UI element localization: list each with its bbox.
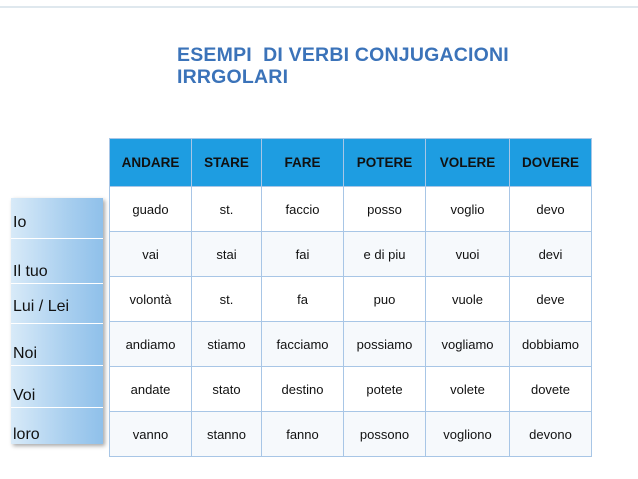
table-row	[110, 322, 592, 367]
table-cell: stato	[192, 367, 262, 412]
pronoun-il-tuo: Il tuo	[11, 238, 103, 283]
table-cell: devi	[510, 232, 592, 277]
pronoun-loro: loro	[11, 407, 103, 444]
table-cell: potete	[344, 367, 426, 412]
header-volere: VOLERE	[426, 139, 510, 187]
table-cell: devono	[510, 412, 592, 457]
header-potere: POTERE	[344, 139, 426, 187]
header-andare: ANDARE	[110, 139, 192, 187]
table-row	[110, 187, 592, 232]
pronoun-io: Io	[13, 214, 27, 231]
table-row	[110, 277, 592, 322]
table-cell: posso	[344, 187, 426, 232]
table-cell: volete	[426, 367, 510, 412]
table-cell: dovete	[510, 367, 592, 412]
header-fare: FARE	[262, 139, 344, 187]
table-cell: vanno	[110, 412, 192, 457]
table-cell: st.	[192, 187, 262, 232]
top-divider	[0, 6, 638, 8]
table-cell: possono	[344, 412, 426, 457]
table-cell: facciamo	[262, 322, 344, 367]
pronoun-lui-lei: Lui / Lei	[11, 283, 103, 323]
table-cell: e di piu	[344, 232, 426, 277]
table-cell: volontà	[110, 277, 192, 322]
slide-title	[177, 44, 597, 88]
table-cell: destino	[262, 367, 344, 412]
table-cell: vogliono	[426, 412, 510, 457]
table-cell: andiamo	[110, 322, 192, 367]
table-row	[110, 367, 592, 412]
table-cell: puo	[344, 277, 426, 322]
table-cell: fa	[262, 277, 344, 322]
table-cell: vogliamo	[426, 322, 510, 367]
table-cell: devo	[510, 187, 592, 232]
pronoun-column	[11, 198, 103, 444]
table-cell: possiamo	[344, 322, 426, 367]
table-cell: dobbiamo	[510, 322, 592, 367]
table-cell: deve	[510, 277, 592, 322]
table-cell: andate	[110, 367, 192, 412]
table-row	[110, 232, 592, 277]
table-cell: vuoi	[426, 232, 510, 277]
verb-conjugation-table	[109, 138, 592, 457]
title-line-1: ESEMPI DI VERBI CONJUGACIONI	[177, 44, 509, 66]
table-cell: stanno	[192, 412, 262, 457]
table-cell: voglio	[426, 187, 510, 232]
table-cell: st.	[192, 277, 262, 322]
table-cell: fai	[262, 232, 344, 277]
table-cell: vuole	[426, 277, 510, 322]
title-line-2: IRRGOLARI	[177, 66, 289, 88]
pronoun-voi: Voi	[11, 365, 103, 407]
table-row	[110, 412, 592, 457]
header-dovere: DOVERE	[510, 139, 592, 187]
table-cell: stiamo	[192, 322, 262, 367]
header-stare: STARE	[192, 139, 262, 187]
table-header-row	[110, 139, 592, 187]
table-cell: guado	[110, 187, 192, 232]
pronoun-noi: Noi	[11, 323, 103, 365]
table-cell: fanno	[262, 412, 344, 457]
table-cell: faccio	[262, 187, 344, 232]
table-cell: stai	[192, 232, 262, 277]
table-cell: vai	[110, 232, 192, 277]
